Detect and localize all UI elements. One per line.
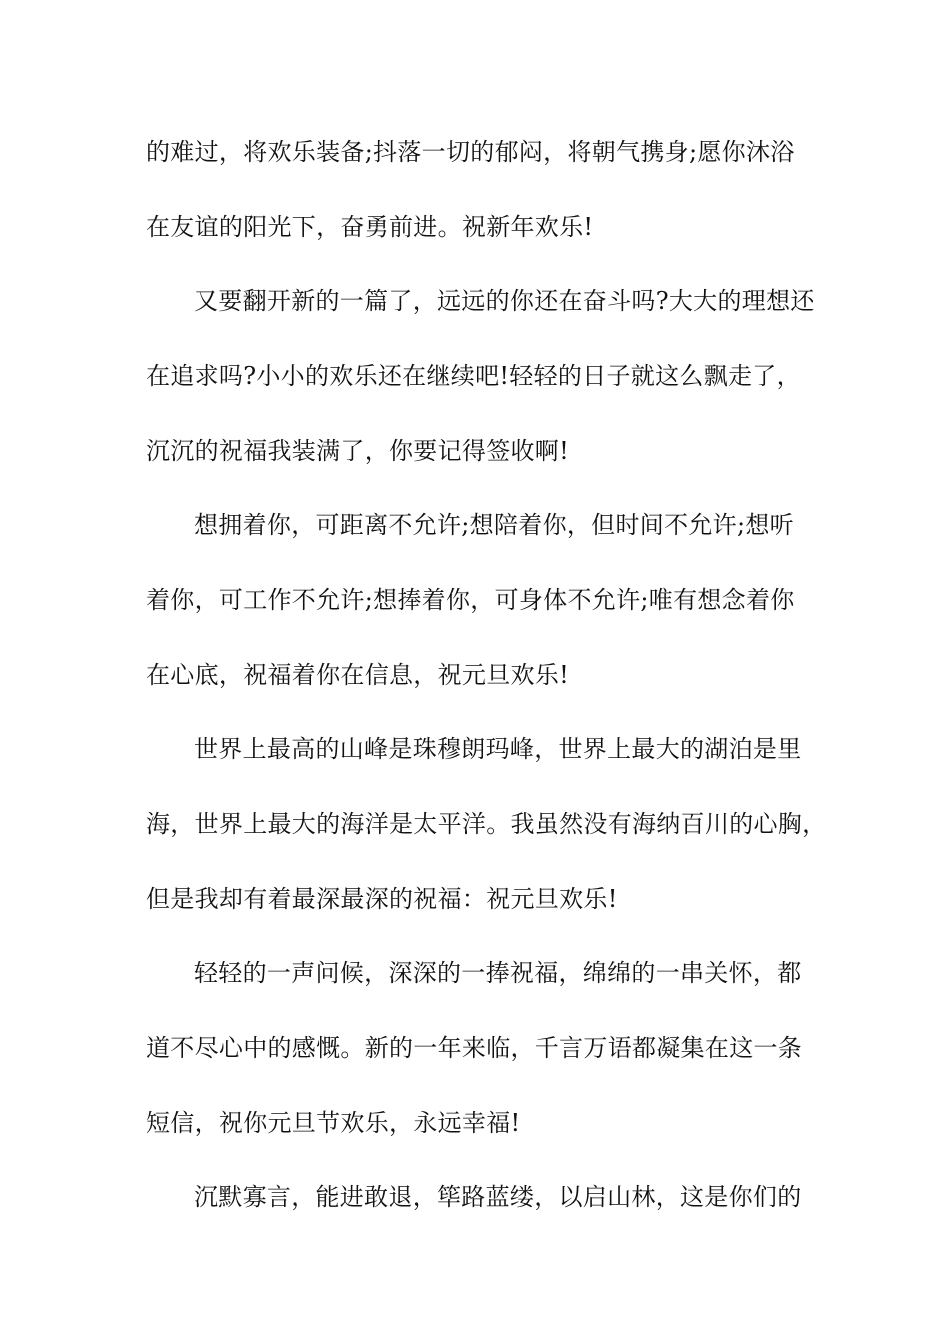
- paragraph-start-line: 又要翻开新的一篇了，远远的你还在奋斗吗?大大的理想还: [194, 287, 815, 315]
- text-line: 的难过，将欢乐装备;抖落一切的郁闷，将朝气携身;愿你沐浴: [146, 138, 795, 166]
- text-line: 在心底，祝福着你在信息，祝元旦欢乐!: [146, 661, 570, 689]
- text-line: 短信，祝你元旦节欢乐，永远幸福!: [146, 1109, 521, 1137]
- text-line: 在追求吗?小小的欢乐还在继续吧!轻轻的日子就这么飘走了，: [146, 362, 801, 390]
- paragraph-start-line: 世界上最高的山峰是珠穆朗玛峰，世界上最大的湖泊是里: [194, 735, 802, 763]
- text-line: 道不尽心中的感慨。新的一年来临，千言万语都凝集在这一条: [146, 1034, 803, 1062]
- text-line: 但是我却有着最深最深的祝福：祝元旦欢乐!: [146, 885, 618, 913]
- text-line: 海，世界上最大的海洋是太平洋。我虽然没有海纳百川的心胸，: [146, 810, 827, 838]
- paragraph-start-line: 轻轻的一声问候，深深的一捧祝福，绵绵的一串关怀，都: [194, 959, 802, 987]
- text-line: 着你，可工作不允许;想捧着你，可身体不允许;唯有想念着你: [146, 586, 795, 614]
- paragraph-start-line: 沉默寡言，能进敢退，筚路蓝缕，以启山林，这是你们的: [194, 1183, 802, 1211]
- text-line: 沉沉的祝福我装满了，你要记得签收啊!: [146, 437, 570, 465]
- text-line: 在友谊的阳光下，奋勇前进。祝新年欢乐!: [146, 213, 594, 241]
- paragraph-start-line: 想拥着你，可距离不允许;想陪着你，但时间不允许;想听: [194, 511, 794, 539]
